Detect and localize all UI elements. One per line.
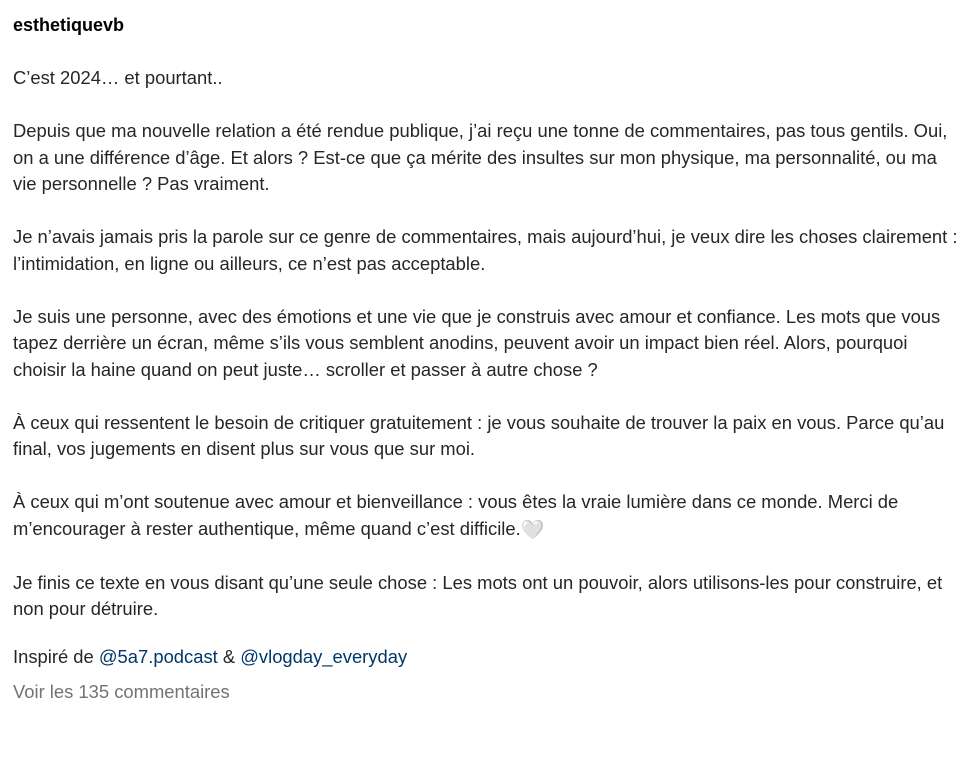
mention-link-5a7-podcast[interactable]: @5a7.podcast (98, 645, 218, 667)
caption-paragraph-4: Je suis une personne, avec des émotions et une vie que je construis avec amour et confiance. Les mots que vous tapez derrière un écran, même s’ils vous semblent anodins, peuvent avoir un impact bien réel. Alors, pourquoi choisir la haine quand on peut juste… scroller et passer à autre chose ? (13, 305, 941, 380)
credits-prefix: Inspiré de (13, 645, 99, 667)
caption-paragraph-7: Je finis ce texte en vous disant qu’une seule chose : Les mots ont un pouvoir, alors utilisons-les pour construire, et non pour détruire. (13, 571, 943, 619)
username-link[interactable]: esthetiquevb (13, 15, 125, 35)
caption-paragraph-1: C’est 2024… et pourtant.. (13, 67, 223, 88)
caption-text (13, 65, 958, 623)
caption-paragraph-5: À ceux qui ressentent le besoin de critiquer gratuitement : je vous souhaite de trouver la paix en vous. Parce qu’au final, vos jugements en disent plus sur vous que sur moi. (13, 411, 945, 459)
view-comments-link[interactable]: Voir les 135 commentaires (13, 681, 230, 702)
post-caption-panel (13, 12, 958, 705)
caption-paragraph-2: Depuis que ma nouvelle relation a été rendue publique, j’ai reçu une tonne de commentaires, pas tous gentils. Oui, on a une différence d’âge. Et alors ? Est-ce que ça mérite des insultes sur mon physique, ma personnalité, ou ma vie personnelle ? Pas vraiment. (13, 120, 948, 194)
caption-paragraph-3: Je n’avais jamais pris la parole sur ce genre de commentaires, mais aujourd’hui, je veux dire les choses clairement : l’intimidation, en ligne ou ailleurs, ce n’est pas acceptable. (13, 226, 958, 274)
mention-link-vlogday-everyday[interactable]: @vlogday_everyday (240, 645, 408, 667)
white-heart-icon: 🤍 (520, 518, 545, 541)
credits-line (13, 644, 958, 671)
credits-separator: & (217, 645, 241, 667)
caption-paragraph-6: À ceux qui m’ont soutenue avec amour et bienveillance : vous êtes la vraie lumière dans ce monde. Merci de m’encourager à rester authentique, même quand c’est difficile. (13, 491, 899, 539)
caption-paragraph-6-wrapper (13, 489, 958, 543)
